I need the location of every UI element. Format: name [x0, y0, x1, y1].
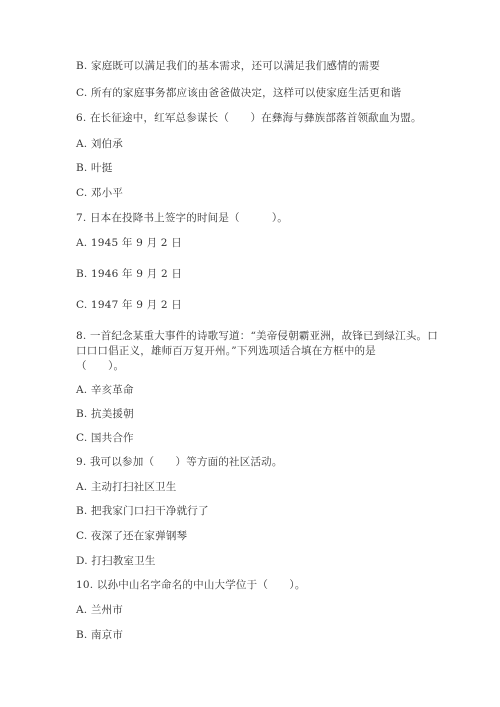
q6-option-b: B. 叶挺 [76, 162, 113, 174]
q7-option-a: A. 1945 年 9 月 2 日 [76, 237, 182, 249]
q7-question: 7. 日本在投降书上签字的时间是（ ）。 [76, 212, 289, 224]
q7-option-b: B. 1946 年 9 月 2 日 [76, 268, 183, 280]
q6-question: 6. 在长征途中，红军总参谋长（ ）在彝海与彝族部落首领歃血为盟。 [76, 112, 422, 124]
q10-option-b: B. 南京市 [76, 629, 124, 641]
q8-option-b: B. 抗美援朝 [76, 408, 134, 420]
q8-question-line-2: 口口口倡正义，雄师百万复开州。”下列选项适合填在方框中的是 [76, 345, 376, 357]
q9-option-a: A. 主动打扫社区卫生 [76, 481, 177, 493]
q9-option-d: D. 打扫教室卫生 [76, 555, 156, 567]
q9-option-b: B. 把我家门口扫干净就行了 [76, 505, 209, 517]
q10-option-a: A. 兰州市 [76, 604, 123, 616]
q8-question-line-3: （ ）。 [76, 360, 125, 372]
q6-option-a: A. 刘伯承 [76, 138, 123, 150]
q6-option-c: C. 邓小平 [76, 187, 124, 199]
q10-question: 10. 以孙中山名字命名的中山大学位于（ ）。 [76, 579, 306, 591]
q5-option-b: B. 家庭既可以满足我们的基本需求，还可以满足我们感情的需要 [76, 60, 380, 72]
q8-question-line-1: 8. 一首纪念某重大事件的诗歌写道：“美帝侵朝霸亚洲，故锋已到绿江头。口 [76, 330, 438, 342]
q5-option-c: C. 所有的家庭事务都应该由爸爸做决定，这样可以使家庭生活更和谐 [76, 87, 402, 99]
q9-option-c: C. 夜深了还在家弹钢琴 [76, 530, 188, 542]
q7-option-c: C. 1947 年 9 月 2 日 [76, 299, 183, 311]
q8-option-c: C. 国共合作 [76, 432, 134, 444]
q8-option-a: A. 辛亥革命 [76, 384, 134, 396]
q9-question: 9. 我可以参加（ ）等方面的社区活动。 [76, 456, 283, 468]
